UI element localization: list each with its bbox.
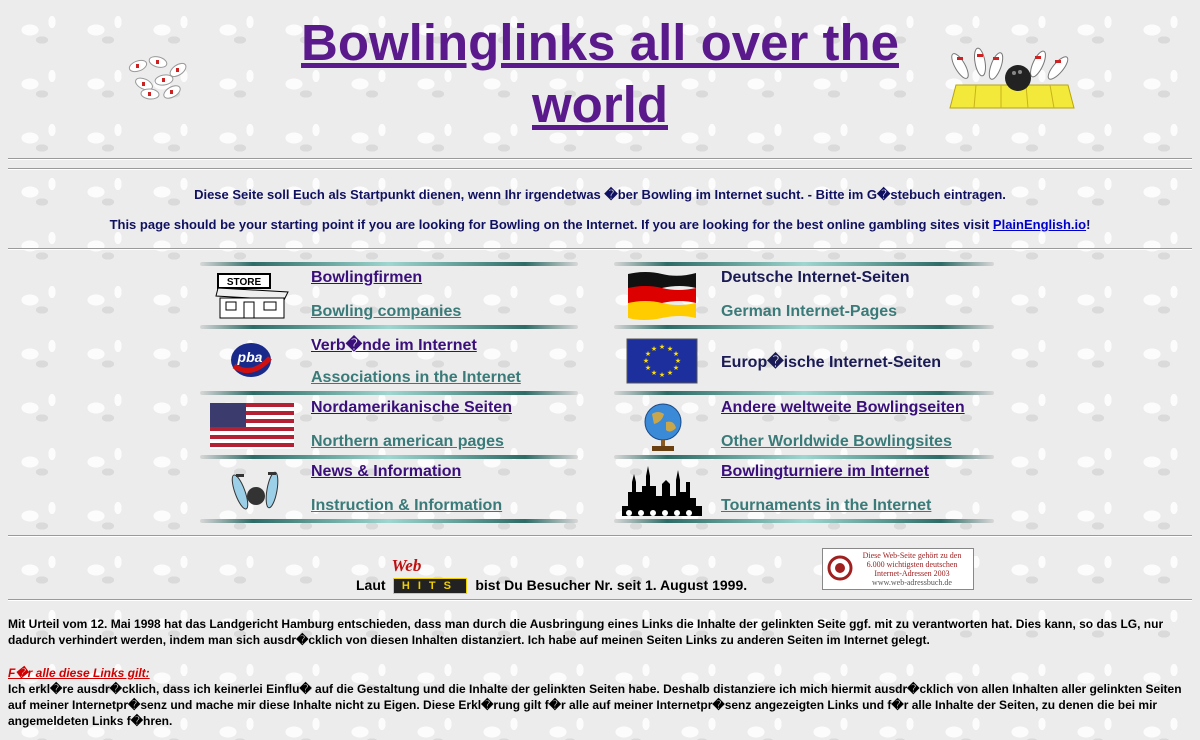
link-bowling-companies[interactable]: Bowling companies bbox=[311, 303, 462, 320]
separator-bar bbox=[614, 325, 994, 329]
legal-paragraph: Mit Urteil vom 12. Mai 1998 hat das Landgericht Hamburg entschieden, dass man durch die Ausbringung eines Links die Inhalte der gelinkten Seite ggf. mit zu verantworten hat. Dies kann, so das LG, nur dadurch verhindert werden, indem man sich ausdr�cklich von diesen Inhalten distanziert. Ich habe auf meinen Seiten Links zu anderen Seiten im Internet gelegt. bbox=[8, 617, 1164, 647]
divider bbox=[8, 535, 1192, 537]
link-news-information[interactable]: News & Information bbox=[311, 463, 462, 480]
link-bowlingturniere[interactable]: Bowlingturniere im Internet bbox=[721, 463, 930, 480]
pba-logo-icon bbox=[228, 338, 274, 382]
webhits-counter-icon[interactable] bbox=[391, 556, 467, 596]
intro-german: Diese Seite soll Euch als Startpunkt dienen, wenn Ihr irgendetwas �ber Bowling im Internet sucht. - Bitte im G�stebuch eintragen. bbox=[194, 187, 1006, 202]
svg-text:STORE: STORE bbox=[226, 277, 262, 288]
globe-icon bbox=[640, 400, 686, 454]
svg-text:★: ★ bbox=[672, 364, 680, 372]
bowling-pins-icon bbox=[228, 466, 284, 518]
separator-bar bbox=[200, 262, 578, 266]
legal-heading bbox=[8, 665, 1188, 681]
link-verbaende[interactable]: Verb�nde im Internet bbox=[311, 337, 477, 354]
intro-english-text: This page should be your starting point if you are looking for Bowling on the Internet. If you are looking for the best online gambling sites visit bbox=[109, 217, 993, 232]
svg-text:pba: pba bbox=[237, 349, 263, 365]
link-tournaments[interactable]: Tournaments in the Internet bbox=[721, 497, 932, 514]
badge-text bbox=[853, 551, 971, 587]
svg-text:★: ★ bbox=[658, 343, 666, 351]
intro-english bbox=[0, 217, 1200, 232]
link-nordamerikanische-seiten[interactable]: Nordamerikanische Seiten bbox=[311, 399, 512, 416]
link-other-worldwide[interactable]: Other Worldwide Bowlingsites bbox=[721, 433, 952, 450]
label-deutsche-internet-seiten: Deutsche Internet-Seiten bbox=[721, 269, 910, 286]
visitor-counter-line bbox=[356, 556, 748, 596]
webhits-logo-top: Web bbox=[391, 556, 422, 575]
counter-text: bist Du Besucher Nr. seit 1. August 1999. bbox=[475, 577, 748, 593]
link-associations[interactable]: Associations in the Internet bbox=[311, 369, 521, 386]
svg-text:★: ★ bbox=[642, 357, 650, 365]
us-flag-icon bbox=[208, 401, 296, 451]
page-title: Bowlinglinks all over the world bbox=[301, 14, 899, 133]
scattered-pins-icon bbox=[124, 50, 194, 102]
separator-bar bbox=[614, 391, 994, 395]
award-seal-icon bbox=[827, 555, 853, 581]
web-adressbuch-badge[interactable] bbox=[822, 548, 974, 590]
legal-heading-text: F�r alle diese Links gilt: bbox=[8, 666, 150, 680]
separator-bar bbox=[614, 455, 994, 459]
svg-text:★: ★ bbox=[674, 357, 682, 365]
link-instruction-information[interactable]: Instruction & Information bbox=[311, 497, 503, 514]
separator-bar bbox=[200, 455, 578, 459]
badge-line: Internet-Adressen 2003 bbox=[874, 569, 950, 578]
plainenglish-link[interactable]: PlainEnglish.io bbox=[992, 217, 1087, 232]
svg-text:★: ★ bbox=[666, 345, 674, 353]
svg-text:★: ★ bbox=[644, 364, 652, 372]
intro-english-end: ! bbox=[1086, 217, 1091, 232]
link-europaeische-seiten[interactable]: Europ�ische Internet-Seiten bbox=[721, 354, 941, 371]
counter-prefix: Laut bbox=[356, 577, 386, 593]
svg-text:★: ★ bbox=[666, 369, 674, 377]
separator-bar bbox=[200, 325, 578, 329]
bowling-strike-icon bbox=[946, 40, 1078, 110]
svg-text:★: ★ bbox=[650, 345, 658, 353]
badge-line: Diese Web-Seite gehört zu den bbox=[862, 551, 962, 560]
divider bbox=[8, 599, 1192, 601]
store-icon bbox=[214, 270, 290, 322]
city-skyline-icon bbox=[622, 462, 702, 518]
divider bbox=[8, 248, 1192, 250]
link-bowlingfirmen[interactable]: Bowlingfirmen bbox=[311, 269, 423, 286]
link-northern-american-pages[interactable]: Northern american pages bbox=[311, 433, 504, 450]
svg-text:★: ★ bbox=[650, 369, 658, 377]
legal-disclaimer: Ich erkl�re ausdr�cklich, dass ich keinerlei Einflu� auf die Gestaltung und die Inhalte der gelinkten Seiten habe. Deshalb distanziere ich mich hiermit ausdr�cklich von allen Inhalten aller gelinkten Seiten auf meiner Internetpr�senz und mache mir diese Inhalte nicht zu Eigen. Diese Erkl�rung gilt f�r alle auf meiner Internetpr�senz angezeigten Links und f�r alle Inhalte der Seiten, zu denen die bei mir angemeldeten Links f�hren. bbox=[8, 682, 1182, 728]
svg-text:★: ★ bbox=[644, 350, 652, 358]
svg-text:★: ★ bbox=[658, 371, 666, 379]
separator-bar bbox=[614, 519, 994, 523]
badge-line: 6.000 wichtigsten deutschen bbox=[866, 560, 958, 569]
german-flag-icon bbox=[626, 270, 698, 322]
svg-text:★: ★ bbox=[672, 350, 680, 358]
divider bbox=[8, 168, 1192, 170]
separator-bar bbox=[200, 519, 578, 523]
separator-bar bbox=[614, 262, 994, 266]
eu-flag-icon bbox=[626, 338, 698, 384]
webhits-digits: HITS bbox=[393, 578, 467, 594]
separator-bar bbox=[200, 391, 578, 395]
link-german-internet-pages[interactable]: German Internet-Pages bbox=[721, 303, 898, 320]
badge-url: www.web-adressbuch.de bbox=[872, 578, 952, 587]
link-andere-weltweite[interactable]: Andere weltweite Bowlingseiten bbox=[721, 399, 965, 416]
divider bbox=[8, 158, 1192, 160]
